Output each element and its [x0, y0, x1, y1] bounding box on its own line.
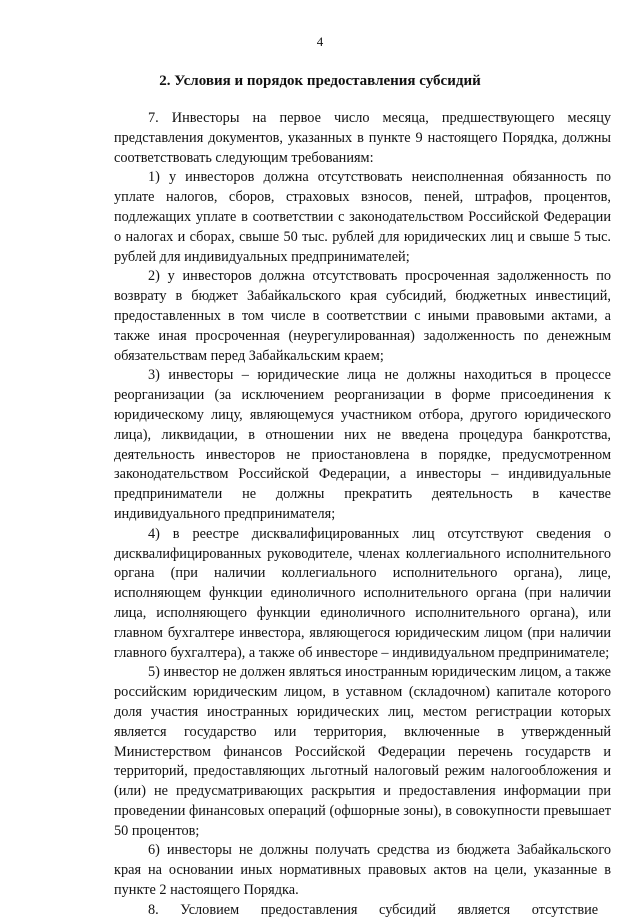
paragraph-subitem-6: 6) инвесторы не должны получать средства из бюджета Забайкальского края на основании иных нормативных правовых актов на цели, указанные в пункте 2 настоящего Порядка. [114, 842, 611, 899]
page-number: 4 [316, 34, 324, 49]
document-body [114, 109, 611, 921]
paragraph-subitem-5: 5) инвестор не должен являться иностранным юридическим лицом, а также российским юридическим лицом, в уставном (складочном) капитале которого доля участия иностранных юридических лиц, местом регистрации которых является государство или территория, включенные в утвержденный Министерством финансов Российской Федерации перечень государств и территорий, предоставляющих льготный налоговый режим налогообложения и (или) не предусматривающих раскрытия и предоставления информации при проведении финансовых операций (офшорные зоны), в совокупности превышает 50 процентов; [114, 664, 611, 839]
paragraph-subitem-1: 1) у инвесторов должна отсутствовать неисполненная обязанность по уплате налогов, сборов, страховых взносов, пеней, штрафов, процентов, подлежащих уплате в соответствии с законодательством Российской Федерации о налогах и сборах, свыше 50 тыс. рублей для юридических лиц и свыше 5 тыс. рублей для индивидуальных предпринимателей; [114, 169, 611, 265]
paragraph-subitem-3: 3) инвесторы – юридические лица не должны находиться в процессе реорганизации (за исключением реорганизации в форме присоединения к юридическому лицу, являющемуся участником отбора, другого юридического лица), ликвидации, в отношении них не введена процедура банкротства, деятельность инвесторов не приостановлена в порядке, предусмотренном законодательством Российской Федерации, а инвесторы – индивидуальные предприниматели не должны прекратить деятельность в качестве индивидуального предпринимателя; [114, 367, 611, 522]
paragraph-item-7: 7. Инвесторы на первое число месяца, предшествующего месяцу представления документов, указанных в пункте 9 настоящего Порядка, должны соответствовать следующим требованиям: [114, 110, 611, 166]
paragraph-subitem-2: 2) у инвесторов должна отсутствовать просроченная задолженность по возврату в бюджет Забайкальского края субсидий, бюджетных инвестиций, предоставленных в том числе в соответствии с иными правовыми актами, а также иная просроченная (неурегулированная) задолженность по денежным обязательствам перед Забайкальским краем; [114, 268, 611, 364]
paragraph-subitem-4: 4) в реестре дисквалифицированных лиц отсутствуют сведения о дисквалифицированных руководителе, членах коллегиального исполнительного органа (при наличии коллегиального исполнительного органа), лице, исполняющем функции единоличного исполнительного органа (при наличии лица, исполняющего функции единоличного исполнительного органа), или главном бухгалтере инвестора, являющегося юридическим лицом (при наличии главного бухгалтера), а также об инвесторе – индивидуальном предпринимателе; [114, 525, 611, 661]
paragraph-item-8-start: 8. Условием предоставления субсидий является отсутствие [148, 901, 599, 918]
section-heading: 2. Условия и порядок предоставления субсидий [159, 73, 481, 89]
